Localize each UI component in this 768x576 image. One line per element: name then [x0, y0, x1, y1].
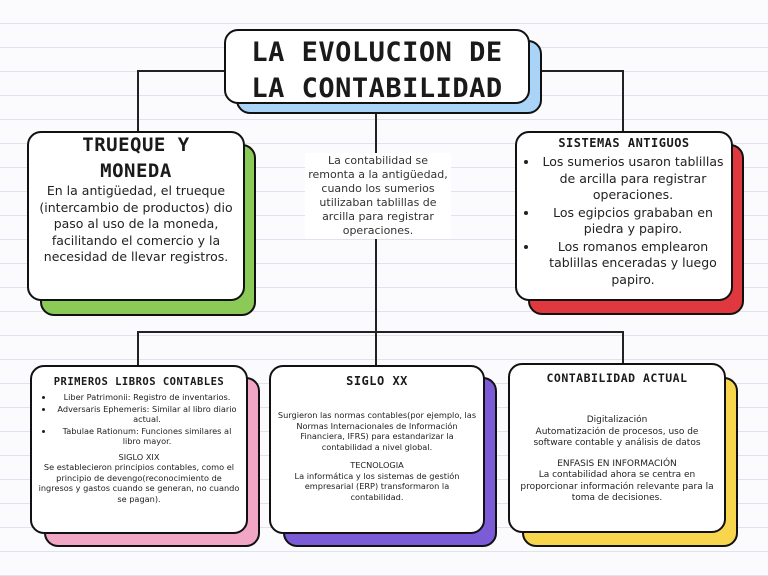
sigloxx-heading: SIGLO XX [346, 374, 408, 388]
libros-item-3: • Tabulae Rationum: Funciones similares al libro mayor. [54, 426, 240, 447]
libros-list [38, 392, 240, 447]
actual-heading: CONTABILIDAD ACTUAL [546, 371, 688, 385]
title-line-1: LA EVOLUCION DE [251, 37, 503, 68]
connector-bottom-right-drop [622, 331, 624, 366]
sigloxx-subheading: TECNOLOGIA [350, 460, 404, 470]
connector-left-drop [137, 70, 139, 132]
trueque-heading: TRUEQUE Y MONEDA [82, 134, 190, 182]
connector-right-drop [622, 70, 624, 132]
sigloxx-paragraph-1: Surgieron las normas contables(por ejemplo, las Normas Internacionales de Información Financiera, IFRS) para estandarizar la contabilidad a nivel global. [277, 410, 477, 452]
sigloxx-paragraph-2: La informática y los sistemas de gestión empresarial (ERP) transformaron la contabilidad. [294, 470, 460, 502]
connector-bottom-horizontal [137, 331, 623, 333]
center-note: La contabilidad se remonta a la antigüedad, cuando los sumerios utilizaban tablillas de arcilla para registrar operaciones. [305, 153, 451, 239]
libros-item-2: • Adversaris Ephemeris: Similar al libro diario actual. [54, 404, 240, 425]
actual-subheading-1: Digitalización [586, 415, 648, 425]
sistemas-card [515, 131, 733, 301]
connector-bottom-left-drop [137, 331, 139, 366]
trueque-card [27, 131, 245, 301]
actual-paragraph-2: La contabilidad ahora se centra en proporcionar información relevante para la toma de decisiones. [520, 470, 714, 503]
sigloxx-card [269, 365, 485, 534]
actual-card [508, 363, 726, 533]
sistemas-item-2: • Los egipcios grababan en piedra y papiro. [539, 205, 727, 238]
libros-card [30, 365, 248, 534]
sistemas-heading: SISTEMAS ANTIGUOS [558, 136, 690, 150]
title-box [224, 29, 530, 104]
sistemas-item-3: • Los romanos emplearon tablillas enceradas y luego papiro. [539, 239, 727, 289]
title-line-2: LA CONTABILIDAD [251, 73, 503, 104]
sistemas-list [521, 154, 727, 288]
actual-paragraph-1: Automatización de procesos, uso de software contable y análisis de datos [533, 426, 701, 448]
libros-item-1: • Liber Patrimonii: Registro de inventarios. [54, 392, 240, 403]
libros-heading: PRIMEROS LIBROS CONTABLES [53, 376, 225, 388]
libros-subbody: Se establecieron principios contables, como el principio de devengo(reconocimiento de ingresos y gastos cuando se generan, no cuando se pagan). [38, 462, 240, 504]
actual-subheading-2: ENFASIS EN INFORMACIÓN [557, 458, 677, 469]
trueque-body: En la antigüedad, el trueque (intercambio de productos) dio paso al uso de la moneda, facilitando el comercio y la necesidad de llevar registros. [39, 183, 233, 264]
libros-subheading: SIGLO XIX [118, 451, 160, 462]
sistemas-item-1: • Los sumerios usaron tablillas de arcilla para registrar operaciones. [539, 154, 727, 204]
